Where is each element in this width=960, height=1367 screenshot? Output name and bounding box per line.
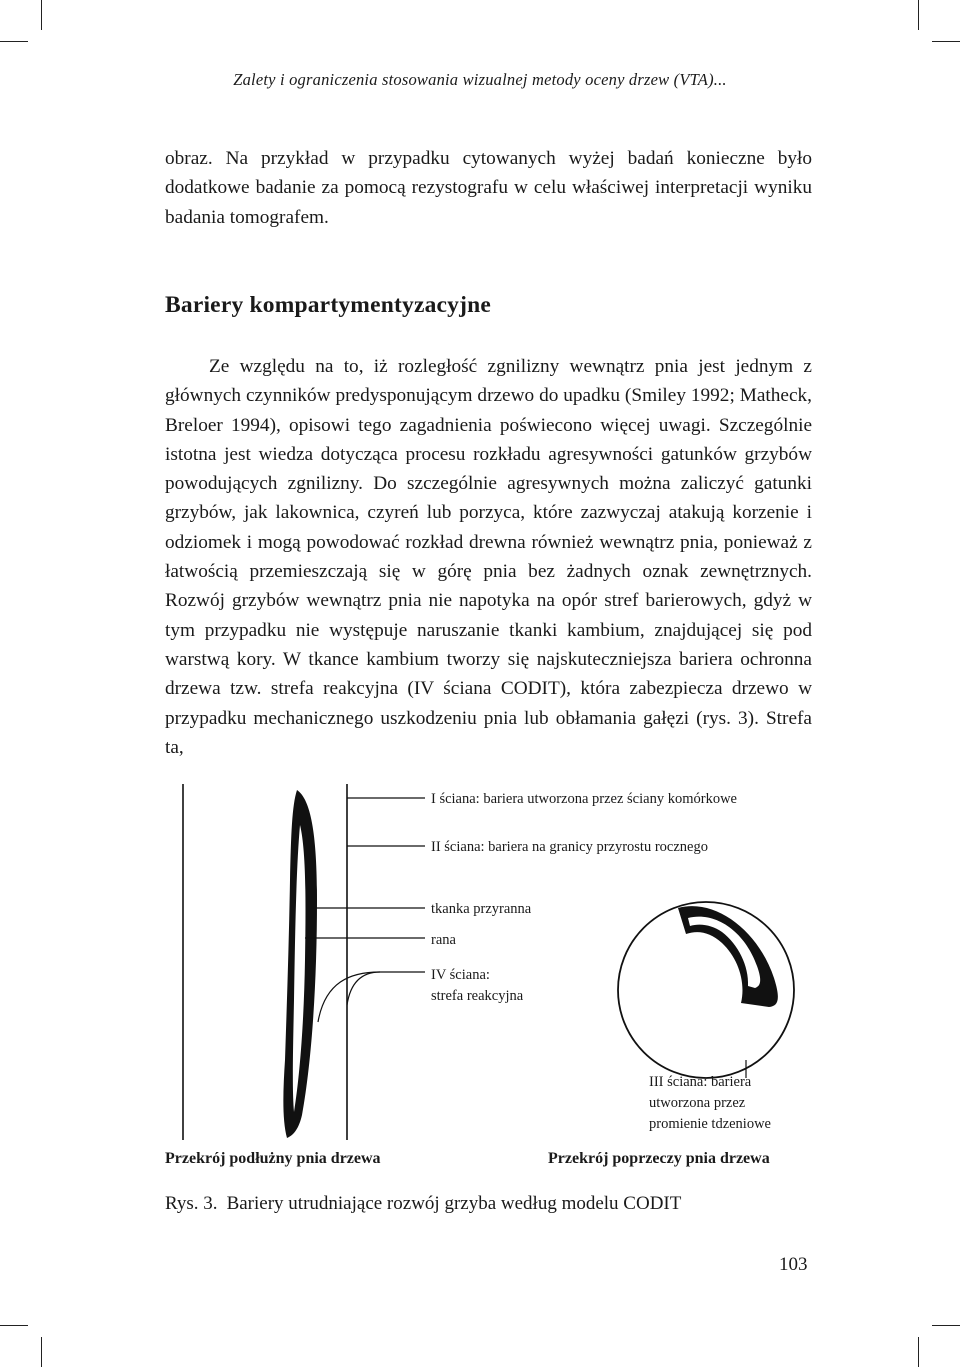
label-wall3 xyxy=(649,1072,771,1135)
figure-caption xyxy=(165,1193,681,1215)
section-heading: Bariery kompartymentyzacyjne xyxy=(165,292,492,318)
paragraph: obraz. Na przykład w przypadku cytowanych wyżej badań konieczne było dodatkowe badanie za pomocą rezystografu w celu właściwej interpretacji wyniku badania tomografem. xyxy=(165,148,812,228)
page-number: 103 xyxy=(779,1254,808,1275)
label-wall3-line3: promienie tdzeniowe xyxy=(649,1116,771,1132)
crop-mark xyxy=(0,1325,28,1326)
crop-mark xyxy=(932,41,960,42)
caption-cross: Przekrój poprzeczy pnia drzewa xyxy=(548,1150,770,1167)
caption-longitudinal: Przekrój podłużny pnia drzewa xyxy=(165,1150,381,1167)
label-wall4 xyxy=(431,965,523,1007)
label-tissue: tkanka przyranna xyxy=(431,901,532,917)
label-wall2: II ściana: bariera na granicy przyrostu rocznego xyxy=(431,839,708,855)
paragraph: Ze względu na to, iż rozległość zgnilizny wewnątrz pnia jest jednym z głównych czynników predysponującym drzewo do upadku (Smiley 1992; Matheck, Breloer 1994), opisowi tego zagadnienia poświecono więcej uwagi. Szczególnie istotna jest wiedza dotycząca procesu rozkładu agresywności gatunków grzybów powodujących zgnilizny. Do szczególnie agresywnych można zaliczyć gatunki grzybów, jak lakownica, czyreń lub porzyca, które zazwyczaj atakują korzenie i odziomek i mogą powodować rozkład drewna również wewnątrz pnia, ponieważ z łatwością przemieszczają się w górę pnia bez żadnych oznak zewnętrznych. Rozwój grzybów wewnątrz pnia nie napotyka na opór stref barierowych, gdyż w tym przypadku nie występuje naruszanie tkanki kambium, znajdującej się pod warstwą kory. W tkance kambium tworzy się najskuteczniejsza bariera ochronna drzewa tzw. strefa reakcyjna (IV ściana CODIT), która zabezpiecza drzewo w przypadku mechanicznego uszkodzeniu pnia lub obłamania gałęzi (rys. 3). Strefa ta, xyxy=(165,356,812,758)
crop-mark xyxy=(918,1337,919,1367)
label-wall4-line2: strefa reakcyjna xyxy=(431,988,524,1004)
crop-mark xyxy=(41,0,42,30)
label-wall4-line1: IV ściana: xyxy=(431,967,490,983)
running-header: Zalety i ograniczenia stosowania wizualnej metody oceny drzew (VTA)... xyxy=(233,70,727,89)
leader-line-wall4 xyxy=(347,972,425,1005)
label-wall3-line1: III ściana: bariera xyxy=(649,1074,752,1090)
codit-figure xyxy=(0,760,960,1200)
crop-mark xyxy=(0,41,28,42)
crop-mark xyxy=(41,1337,42,1367)
caption-text: Bariery utrudniające rozwój grzyba według modelu CODIT xyxy=(226,1193,682,1214)
caption-number: Rys. 3. xyxy=(165,1193,218,1214)
crop-mark xyxy=(932,1325,960,1326)
label-wound: rana xyxy=(431,932,456,948)
label-wall3-line2: utworzona przez xyxy=(649,1095,746,1111)
crop-mark xyxy=(918,0,919,30)
label-wall1: I ściana: bariera utworzona przez ściany komórkowe xyxy=(431,791,737,807)
